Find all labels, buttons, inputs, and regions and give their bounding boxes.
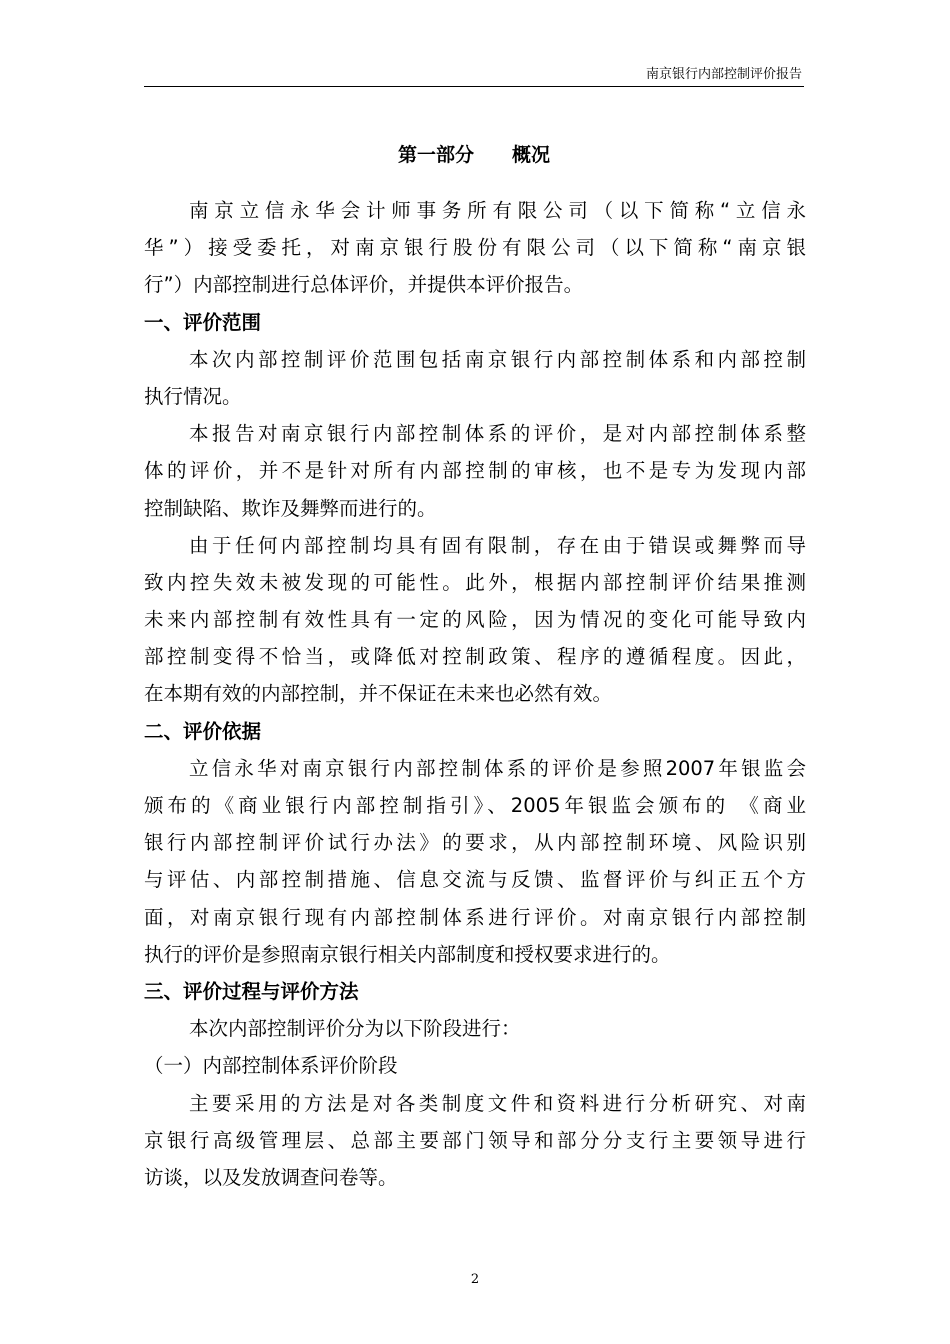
text-line: 访谈，以及发放调查问卷等。 xyxy=(144,1165,398,1189)
text-line: 银行内部控制评价试行办法》的要求，从内部控制环境、风险识别 xyxy=(144,831,806,855)
text-line: 致内控失效未被发现的可能性。此外，根据内部控制评价结果推测 xyxy=(144,570,806,594)
part-label: 第一部分 xyxy=(397,144,474,166)
text-line: 由于任何内部控制均具有固有限制，存在由于错误或舞弊而导 xyxy=(189,533,806,557)
text-line: 在本期有效的内部控制，并不保证在未来也必然有效。 xyxy=(144,682,613,706)
text-line: 本报告对南京银行内部控制体系的评价，是对内部控制体系整 xyxy=(189,422,806,446)
section-heading: 三、评价过程与评价方法 xyxy=(144,979,359,1003)
text-line: 部控制变得不恰当，或降低对控制政策、程序的遵循程度。因此， xyxy=(144,645,806,669)
text-line: 体的评价，并不是针对所有内部控制的审核，也不是专为发现内部 xyxy=(144,459,806,483)
text-line: 本次内部控制评价分为以下阶段进行： xyxy=(189,1017,521,1041)
part-title xyxy=(144,140,804,167)
text-line: 与评估、内部控制措施、信息交流与反馈、监督评价与纠正五个方 xyxy=(144,868,806,892)
section-heading: 二、评价依据 xyxy=(144,719,262,743)
running-header: 南京银行内部控制评价报告 xyxy=(645,67,802,82)
page-number: 2 xyxy=(470,1272,480,1287)
text-line: 本次内部控制评价范围包括南京银行内部控制体系和内部控制 xyxy=(189,347,806,371)
text-line: 京银行高级管理层、总部主要部门领导和部分分支行主要领导进行 xyxy=(144,1128,806,1152)
text-line: 未来内部控制有效性具有一定的风险，因为情况的变化可能导致内 xyxy=(144,608,806,632)
text-line: （一）内部控制体系评价阶段 xyxy=(144,1054,398,1078)
text-line: 主要采用的方法是对各类制度文件和资料进行分析研究、对南 xyxy=(189,1091,806,1115)
text-line: 立信永华对南京银行内部控制体系的评价是参照2007年银监会 xyxy=(189,756,806,780)
text-line: 华”）接受委托，对南京银行股份有限公司（以下简称“南京银 xyxy=(144,236,806,260)
text-line: 南京立信永华会计师事务所有限公司（以下简称“立信永 xyxy=(189,199,806,222)
header-rule xyxy=(144,86,804,87)
text-line: 控制缺陷、欺诈及舞弊而进行的。 xyxy=(144,496,437,520)
text-line: 颁布的《商业银行内部控制指引》、2005年银监会颁布的 《商业 xyxy=(144,794,806,817)
text-line: 行”）内部控制进行总体评价，并提供本评价报告。 xyxy=(144,273,584,297)
text-line: 执行的评价是参照南京银行相关内部制度和授权要求进行的。 xyxy=(144,942,671,966)
text-line: 面，对南京银行现有内部控制体系进行评价。对南京银行内部控制 xyxy=(144,905,806,929)
part-name: 概况 xyxy=(512,144,551,166)
document-body xyxy=(144,192,806,1196)
section-heading: 一、评价范围 xyxy=(144,310,262,334)
text-line: 执行情况。 xyxy=(144,384,242,408)
